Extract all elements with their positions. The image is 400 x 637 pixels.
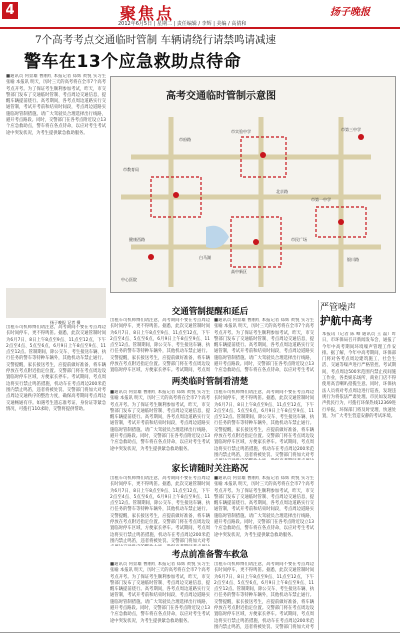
header-rule xyxy=(0,27,400,29)
footer-rule xyxy=(0,632,400,633)
lead-paragraph: ■通讯员 何显雄 曹刚红 本报记者 郑辉 黄悦 实习生 张喻 本报讯 明天，历时三天的高考将在全市7个高考考点开考。为了保证考生顺利参加考试，昨天，市交警部门发布了交通临时管制、考点周边交通信息，提醒车辆提前绕行。高考期间，各考点周边道路实行交通管制，考试开考前和结束时间段，考点周边道路实施临时管制措施。请广大驾驶员合理选择出行线路，避开考点路段。同时，交警部门在各考点附近设立13个应急救助点，警车将在各点待命，以应对考生考试途中突发状况，为考生提供紧急救助服务。 xyxy=(6,74,106,136)
article-title: 警车在13个应急救助点待命 xyxy=(24,52,242,72)
sidebar-title-line2: 护航中高考 xyxy=(320,315,373,327)
sidebar-article-body: 本报讯（记者 陈 峰 通讯员 王 磊）昨日，市环保局召开新闻发布会，通报了今年中高考期间环境噪声管理工作安排。据了解，今年中高考期间，环保部门将对各考点周边建筑施工、社会生活、交通等噪声进行严格管控。考试期间，考点周边500米范围内禁止夜间施工作业，各类娱乐场所、商业门店不得使用高音喇叭招揽生意。同时，环保执法人员将对考点周边进行巡查，发现违规行为将依法严肃处理。市民如发现噪声扰民行为，可拨打环保热线12369进行举报，环保部门将及时受理、快速处置，为广大考生营造安静的考试环境。 xyxy=(322,332,396,419)
map-label: 市府路 xyxy=(179,137,191,142)
column-divider xyxy=(318,300,319,630)
body-column-1: 出租车司机师傅们请注意，高考期间不要在考点周边长时间停车，更不得鸣笛。据悉，此次交通管制时间为6月7日、8日上午8点至9点、11点至12点，下午2点至4点、5点至6点，6月9日上午8点至9点、11点至12点。管制期间，除公交车、考生接送车辆、执行任务的警车等特种车辆外，其他机动车禁止通行。交警提醒，家长接送考生，应提前做好准备，将车辆停放在考点附近指定位置。交警部门将在考点周边设置临时停车区域，方便家长停车。考试期间，考点周边将实行禁止鸣笛措施，机动车在考点周边200米范围内禁止鸣笛，违者将被处罚。交警部门将加大对考点周边交通秩序的整治力度，确保高考期间考点周边交通畅通有序。如遇考生遗忘准考证、身份证等紧急情况，可拨打110求助，交警将提供帮助。 xyxy=(6,325,106,412)
map-label: 高中新区 xyxy=(231,269,247,274)
dateline: 2012年6月5日 | 星期二 | 责任编辑 / 李辉 | 美编 / 高倩和 xyxy=(118,21,247,27)
section-title: 聚焦点 xyxy=(120,4,175,23)
map-label: 健康西路 xyxy=(129,237,145,242)
sidebar-article-title xyxy=(320,300,400,328)
photo xyxy=(6,288,106,318)
body-column-8: ■通讯员 何显雄 曹刚红 本报记者 郑辉 黄悦 实习生 张喻 本报讯 明天，历时三天的高考将在全市7个高考考点开考。为了保证考生顺利参加考试，昨天，市交警部门发布了交通临时管制、考点周边交通信息，提醒车辆提前绕行。高考期间，各考点周边道路实行交通管制，考试开考前和结束时间段，考点周边道路实施临时管制措施。请广大驾驶员合理选择出行线路，避开考点路段。同时，交警部门在各考点附近设立13个应急救助点，警车将在各点待命，以应对考生考试途中突发状况，为考生提供紧急救助服务。 xyxy=(110,562,210,624)
body-column-5: 出租车司机师傅们请注意，高考期间不要在考点周边长时间停车，更不得鸣笛。据悉，此次交通管制时间为6月7日、8日上午8点至9点、11点至12点，下午2点至4点、5点至6点，6月9日上午8点至9点、11点至12点。管制期间，除公交车、考生接送车辆、执行任务的警车等特种车辆外，其他机动车禁止通行。交警提醒，家长接送考生，应提前做好准备，将车辆停放在考点附近指定位置。交警部门将在考点周边设置临时停车区域，方便家长停车。考试期间，考点周边将实行禁止鸣笛措施，机动车在考点周边200米范围内禁止鸣笛，违者将被处罚。交警部门将加大对考 xyxy=(214,390,314,458)
page-header xyxy=(0,0,400,27)
map-label: 银川路 xyxy=(347,257,359,262)
map-label: 市实验中学 xyxy=(231,129,251,134)
body-column-2: 出租车司机师傅们请注意，高考期间不要在考点周边长时间停车，更不得鸣笛。据悉，此次交通管制时间为6月7日、8日上午8点至9点、11点至12点，下午2点至4点、5点至6点，6月9日上午8点至9点、11点至12点。管制期间，除公交车、考生接送车辆、执行任务的警车等特种车辆外，其他机动车禁止通行。交警提醒，家长接送考生，应提前做好准备，将车辆停放在考点附近指定位置。交警部门将在考点周边设置临时停车区域，方便家长停车。考试期间，考点周 xyxy=(110,318,210,373)
body-column-7: ■通讯员 何显雄 曹刚红 本报记者 郑辉 黄悦 实习生 张喻 本报讯 明天，历时三天的高考将在全市7个高考考点开考。为了保证考生顺利参加考试，昨天，市交警部门发布了交通临时管制、考点周边交通信息，提醒车辆提前绕行。高考期间，各考点周边道路实行交通管制，考试开考前和结束时间段，考点周边道路实施临时管制措施。请广大驾驶员合理选择出行线路，避开考点路段。同时，交警部门在各考点附近设立13个应急救助点，警车将在各点待命，以应对考生考试途中突发状况，为考生提供紧急救助服务。 xyxy=(214,476,314,538)
body-column-6: 出租车司机师傅们请注意，高考期间不要在考点周边长时间停车，更不得鸣笛。据悉，此次交通管制时间为6月7日、8日上午8点至9点、11点至12点，下午2点至4点、5点至6点，6月9日上午8点至9点、11点至12点。管制期间，除公交车、考生接送车辆、执行任务的警车等特种车辆外，其他机动车禁止通行。交警提醒，家长接送考生，应提前做好准备，将车辆停放在考点附近指定位置。交警部门将在考点周边设置临时停车区域，方便家长停车。考试期间，考点周边将实行禁止鸣笛措施，机动车在考点周边200米范围内禁止鸣笛，违者将被处罚。交警部门将加大对考 xyxy=(110,476,210,544)
section-heading: 两类临时管制看清楚 xyxy=(171,377,249,387)
map-label: 市民广场 xyxy=(291,237,307,242)
map-label: 市第一中学 xyxy=(311,197,331,202)
photo-caption: 扬子晚报 记者 摄 xyxy=(50,320,81,325)
traffic-map xyxy=(110,76,396,293)
map-title: 高考交通临时管制示意图 xyxy=(166,91,276,102)
newspaper-brand: 扬子晚报 xyxy=(330,7,370,18)
map-label: 中心医院 xyxy=(121,277,137,282)
body-column-3: ■通讯员 何显雄 曹刚红 本报记者 郑辉 黄悦 实习生 张喻 本报讯 明天，历时三天的高考将在全市7个高考考点开考。为了保证考生顺利参加考试，昨天，市交警部门发布了交通临时管制、考点周边交通信息，提醒车辆提前绕行。高考期间，各考点周边道路实行交通管制，考试开考前和结束时间段，考点周边道路实施临时管制措施。请广大驾驶员合理选择出行线路，避开考点路段。同时，交警部门在各考点附近设立13个应急救助点，警车将在各点待命，以应对考生考试 xyxy=(214,318,314,373)
sidebar-title-line1: 严管噪声 xyxy=(320,303,357,313)
map-label: 市教育局 xyxy=(123,167,139,172)
map-label: 北京路 xyxy=(276,189,288,194)
map-label: 白马湖 xyxy=(199,255,211,260)
body-column-9: 出租车司机师傅们请注意，高考期间不要在考点周边长时间停车，更不得鸣笛。据悉，此次交通管制时间为6月7日、8日上午8点至9点、11点至12点，下午2点至4点、5点至6点，6月9日上午8点至9点、11点至12点。管制期间，除公交车、考生接送车辆、执行任务的警车等特种车辆外，其他机动车禁止通行。交警提醒，家长接送考生，应提前做好准备，将车辆停放在考点附近指定位置。交警部门将在考点周边设置临时停车区域，方便家长停车。考试期间，考点周边将实行禁止鸣笛措施，机动车在考点周边200米范围内禁止鸣笛，违者将被处罚。交警部门将加大对考 xyxy=(214,562,314,630)
section-heading: 考点前准备警车救急 xyxy=(171,550,249,560)
article-subtitle: 7个高考考点交通临时管制 车辆请绕行请禁鸣请减速 xyxy=(35,34,277,46)
section-heading: 家长请随时关注路况 xyxy=(171,464,249,474)
section-heading: 交通管制提醒和延后 xyxy=(171,307,249,317)
body-column-4: ■通讯员 何显雄 曹刚红 本报记者 郑辉 黄悦 实习生 张喻 本报讯 明天，历时三天的高考将在全市7个高考考点开考。为了保证考生顺利参加考试，昨天，市交警部门发布了交通临时管制、考点周边交通信息，提醒车辆提前绕行。高考期间，各考点周边道路实行交通管制，考试开考前和结束时间段，考点周边道路实施临时管制措施。请广大驾驶员合理选择出行线路，避开考点路段。同时，交警部门在各考点附近设立13个应急救助点，警车将在各点待命，以应对考生考试途中突发状况，为考生提供紧急救助服务。 xyxy=(110,390,210,452)
map-label: 市第三中学 xyxy=(341,127,361,132)
page-number: 4 xyxy=(2,2,18,19)
